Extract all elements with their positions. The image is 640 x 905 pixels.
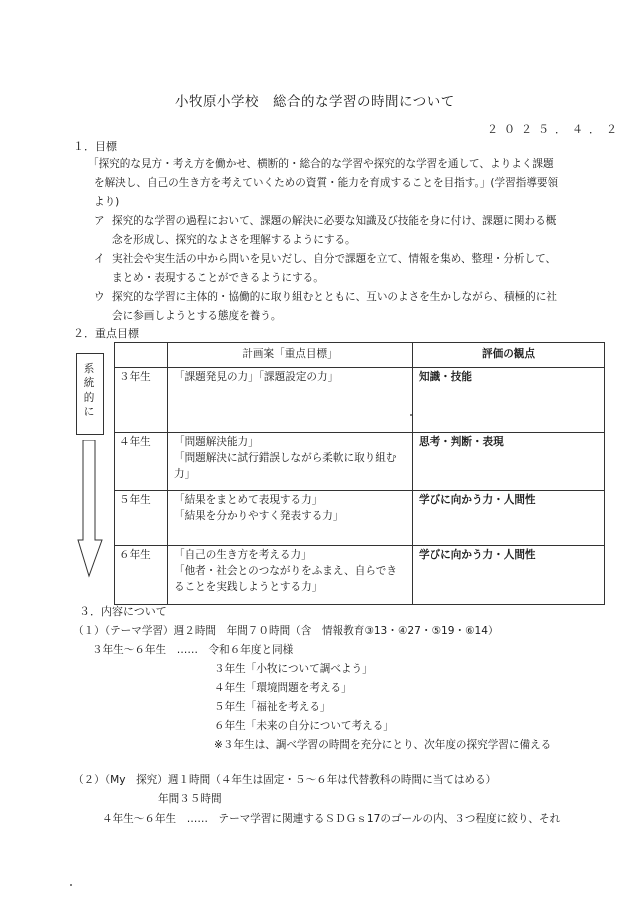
plan-line: 「他者・社会とのつながりをふまえ、自らでき [174, 564, 397, 577]
goal-item-line: まとめ・表現することができるようにする。 [112, 272, 324, 284]
table-header-row [115, 343, 605, 368]
evaluation-cell: 学びに向かう力・人間性 [413, 491, 605, 546]
plan-line: 「結果を分かりやすく発表する力」 [174, 509, 344, 522]
header-grade-cell [115, 343, 168, 368]
header-evaluation: 評価の観点 [413, 343, 605, 368]
plan-cell [168, 546, 413, 605]
goal-item-line: 探究的な学習に主体的・協働的に取り組むとともに、互いのよさを生かしながら、積極的に社 [112, 291, 557, 303]
theme-note: ※３年生は、調べ学習の時間を充分にとり、次年度の探究学習に備える [214, 739, 552, 751]
plan-cell [168, 491, 413, 546]
key-goals-table [114, 342, 605, 605]
plan-line: 「問題解決能力」 [174, 436, 259, 448]
plan-line: 「自己の生き方を考える力」 [174, 549, 312, 561]
theme-item: ５年生「福祉を考える」 [214, 701, 331, 713]
theme-item: ３年生「小牧について調べよう」 [214, 663, 373, 675]
my-inquiry-description: ４年生～６年生 …… テーマ学習に関連するＳＤＧｓ17のゴールの内、３つ程度に絞り、それ [102, 813, 561, 825]
my-inquiry-title: （２）（My 探究）週１時間（４年生は固定・５～６年は代替教科の時間に当てはめる） [73, 774, 497, 786]
systematic-label: 系統的に [83, 363, 95, 418]
plan-cell [168, 368, 413, 433]
grade-cell: ６年生 [115, 546, 168, 605]
evaluation-cell: 知識・技能 [413, 368, 605, 433]
plan-cell [168, 433, 413, 491]
plan-line: ることを実践しようとする力」 [174, 580, 323, 593]
theme-study-range: ３年生～６年生 …… 令和６年度と同様 [92, 644, 294, 656]
table-row [115, 368, 605, 433]
table-row [115, 491, 605, 546]
goal-text-line-2: を解決し、自己の生き方を考えていくための資質・能力を育成することを目指す。」(学習指導要領 [94, 177, 559, 189]
plan-line: 「結果をまとめて表現する力」 [174, 494, 323, 506]
document-date: ２０２５．４．２ [487, 123, 623, 136]
grade-cell: ５年生 [115, 491, 168, 546]
plan-line: 力」 [174, 467, 196, 480]
goal-item-line: 会に参画しようとする態度を養う。 [112, 310, 282, 322]
goal-item-line: 実社会や実生活の中から問いを見いだし、自分で課題を立て、情報を集め、整理・分析して、 [112, 253, 557, 265]
scan-speck [410, 414, 412, 416]
theme-study-title: （１）（テーマ学習）週２時間 年間７０時間（含 情報教育③13・④27・⑤19・⑥14） [73, 625, 499, 637]
goal-text-line-1: 「探究的な見方・考え方を働かせ、横断的・総合的な学習や探究的な学習を通して、よりよく課題 [88, 158, 554, 170]
evaluation-cell: 思考・判断・表現 [413, 433, 605, 491]
theme-item: ６年生「未来の自分について考える」 [214, 720, 394, 732]
page-title: 小牧原小学校 総合的な学習の時間について [175, 94, 455, 110]
header-plan: 計画案「重点目標」 [168, 343, 413, 368]
section-2-heading: ２．重点目標 [73, 327, 139, 340]
goal-item-mark: ア [94, 215, 105, 227]
down-arrow-icon [76, 440, 104, 580]
goal-text-line-3: より) [94, 196, 120, 208]
scan-speck [70, 884, 72, 886]
plan-line: 「課題発見の力」「課題設定の力」 [174, 371, 339, 383]
table-row [115, 546, 605, 605]
goal-item-line: 念を形成し、探究的なよさを理解するようにする。 [112, 234, 356, 246]
goal-item-mark: ウ [94, 291, 105, 303]
evaluation-cell: 学びに向かう力・人間性 [413, 546, 605, 605]
plan-line: 「問題解決に試行錯誤しながら柔軟に取り組む [174, 451, 397, 464]
theme-item: ４年生「環境問題を考える」 [214, 682, 352, 694]
table-row [115, 433, 605, 491]
section-3-heading: ３．内容について [79, 605, 167, 618]
goal-item-line: 探究的な学習の過程において、課題の解決に必要な知識及び技能を身に付け、課題に関わる概 [112, 215, 557, 227]
my-inquiry-hours: 年間３５時間 [158, 793, 222, 805]
grade-cell: ３年生 [115, 368, 168, 433]
grade-cell: ４年生 [115, 433, 168, 491]
section-1-heading: １．目標 [73, 140, 117, 153]
goal-item-mark: イ [94, 253, 105, 265]
